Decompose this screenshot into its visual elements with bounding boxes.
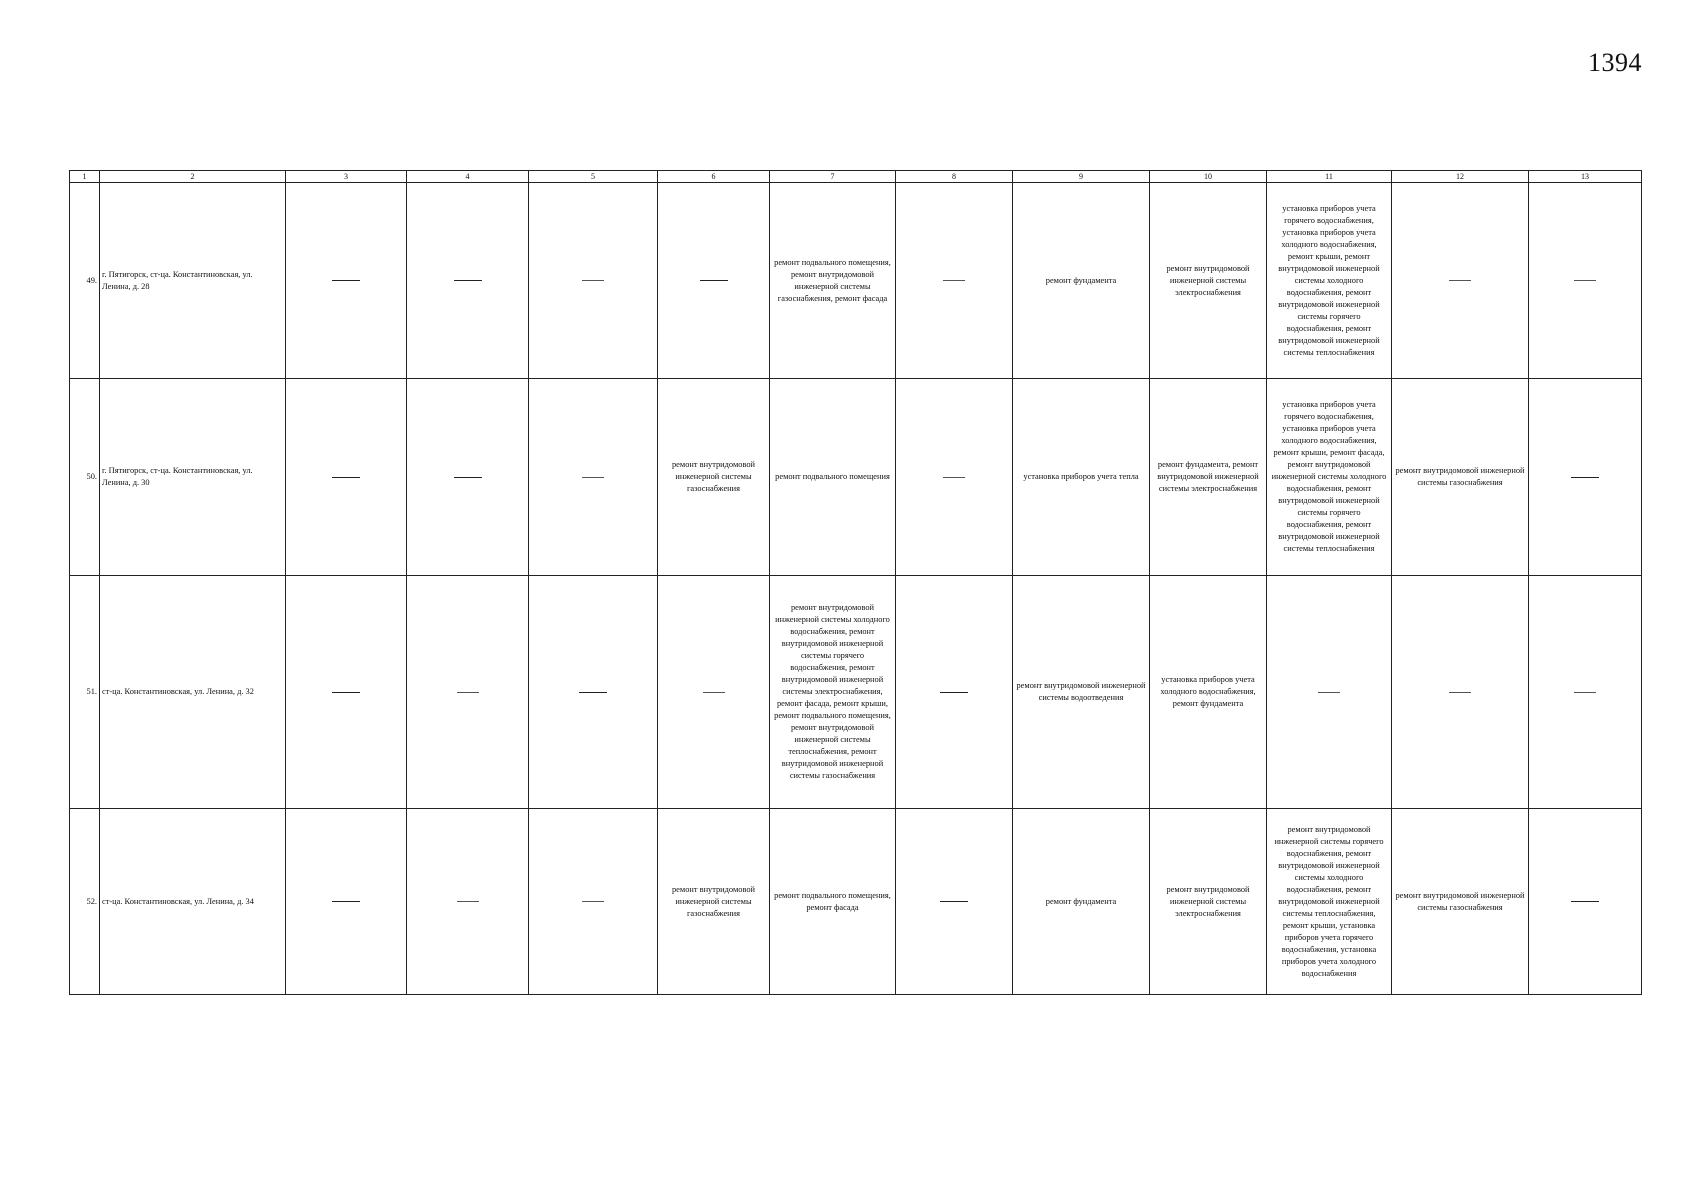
column-number: 5 (529, 171, 658, 183)
works-cell: ремонт внутридомовой инженерной системы холодного водоснабжения, ремонт внутридомовой инженерной системы горячего водоснабжения, ремонт внутридомовой инженерной системы электроснабжения, ремонт фасада, ремонт крыши, ремонт подвального помещения, ремонт внутридомовой инженерной системы теплоснабжения, ремонт внутридомовой инженерной системы газоснабжения (770, 576, 896, 809)
works-cell: ремонт внутридомовой инженерной системы водоотведения (1013, 576, 1150, 809)
dash-mark (582, 477, 604, 478)
column-number: 3 (286, 171, 407, 183)
column-number: 4 (407, 171, 529, 183)
works-cell: ремонт подвального помещения, ремонт фасада (770, 809, 896, 995)
dash-mark (454, 477, 482, 478)
dash-mark (332, 901, 360, 902)
dash-mark (1574, 280, 1596, 281)
empty-cell-dash (896, 183, 1013, 379)
empty-cell-dash (286, 183, 407, 379)
dash-mark (943, 477, 965, 478)
row-number: 52. (70, 809, 100, 995)
dash-mark (1571, 477, 1599, 478)
dash-mark (1449, 692, 1471, 693)
empty-cell-dash (407, 576, 529, 809)
dash-mark (579, 692, 607, 693)
dash-mark (332, 280, 360, 281)
table-row (70, 809, 1642, 995)
column-number-row (70, 171, 1642, 183)
empty-cell-dash (407, 809, 529, 995)
empty-cell-dash (1529, 809, 1642, 995)
empty-cell-dash (658, 183, 770, 379)
repair-schedule-table (69, 170, 1642, 995)
dash-mark (703, 692, 725, 693)
dash-mark (1318, 692, 1340, 693)
empty-cell-dash (286, 809, 407, 995)
column-number: 11 (1267, 171, 1392, 183)
dash-mark (700, 280, 728, 281)
address-cell: ст-ца. Константиновская, ул. Ленина, д. 34 (100, 809, 286, 995)
column-number: 2 (100, 171, 286, 183)
dash-mark (332, 692, 360, 693)
row-number: 49. (70, 183, 100, 379)
dash-mark (457, 692, 479, 693)
dash-mark (1449, 280, 1471, 281)
works-cell: ремонт фундамента (1013, 183, 1150, 379)
address-cell: г. Пятигорск, ст-ца. Константиновская, ул. Ленина, д. 30 (100, 379, 286, 576)
dash-mark (582, 901, 604, 902)
empty-cell-dash (286, 379, 407, 576)
table-row (70, 183, 1642, 379)
works-cell: ремонт внутридомовой инженерной системы газоснабжения (1392, 809, 1529, 995)
address-cell: ст-ца. Константиновская, ул. Ленина, д. 32 (100, 576, 286, 809)
address-cell: г. Пятигорск, ст-ца. Константиновская, ул. Ленина, д. 28 (100, 183, 286, 379)
page-number: 1394 (1588, 48, 1642, 77)
works-cell: установка приборов учета холодного водоснабжения, ремонт фундамента (1150, 576, 1267, 809)
empty-cell-dash (896, 576, 1013, 809)
empty-cell-dash (896, 379, 1013, 576)
empty-cell-dash (1392, 183, 1529, 379)
works-cell: ремонт внутридомовой инженерной системы газоснабжения (1392, 379, 1529, 576)
dash-mark (457, 901, 479, 902)
empty-cell-dash (1529, 576, 1642, 809)
empty-cell-dash (1529, 379, 1642, 576)
dash-mark (940, 692, 968, 693)
dash-mark (454, 280, 482, 281)
works-cell: ремонт внутридомовой инженерной системы электроснабжения (1150, 183, 1267, 379)
empty-cell-dash (896, 809, 1013, 995)
empty-cell-dash (407, 183, 529, 379)
dash-mark (332, 477, 360, 478)
column-number: 7 (770, 171, 896, 183)
empty-cell-dash (658, 576, 770, 809)
works-cell: ремонт подвального помещения (770, 379, 896, 576)
column-number: 8 (896, 171, 1013, 183)
column-number: 13 (1529, 171, 1642, 183)
column-number: 12 (1392, 171, 1529, 183)
empty-cell-dash (1529, 183, 1642, 379)
dash-mark (1574, 692, 1596, 693)
empty-cell-dash (286, 576, 407, 809)
column-number: 6 (658, 171, 770, 183)
works-cell: установка приборов учета горячего водоснабжения, установка приборов учета холодного водоснабжения, ремонт крыши, ремонт внутридомовой инженерной системы холодного водоснабжения, ремонт внутридомовой инженерной системы горячего водоснабжения, ремонт внутридомовой инженерной системы теплоснабжения (1267, 183, 1392, 379)
empty-cell-dash (529, 809, 658, 995)
works-cell: ремонт внутридомовой инженерной системы электроснабжения (1150, 809, 1267, 995)
column-number: 1 (70, 171, 100, 183)
table-row (70, 379, 1642, 576)
works-cell: ремонт фундамента (1013, 809, 1150, 995)
works-cell: установка приборов учета горячего водоснабжения, установка приборов учета холодного водоснабжения, ремонт крыши, ремонт фасада, ремонт внутридомовой инженерной системы холодного водоснабжения, ремонт внутридомовой инженерной системы горячего водоснабжения, ремонт внутридомовой инженерной системы теплоснабжения (1267, 379, 1392, 576)
table-row (70, 576, 1642, 809)
empty-cell-dash (529, 576, 658, 809)
empty-cell-dash (529, 379, 658, 576)
works-cell: ремонт подвального помещения, ремонт внутридомовой инженерной системы газоснабжения, ремонт фасада (770, 183, 896, 379)
works-cell: ремонт внутридомовой инженерной системы горячего водоснабжения, ремонт внутридомовой инженерной системы холодного водоснабжения, ремонт внутридомовой инженерной системы теплоснабжения, ремонт крыши, установка приборов учета горячего водоснабжения, установка приборов учета холодного водоснабжения (1267, 809, 1392, 995)
dash-mark (1571, 901, 1599, 902)
dash-mark (582, 280, 604, 281)
works-cell: ремонт фундамента, ремонт внутридомовой инженерной системы электроснабжения (1150, 379, 1267, 576)
empty-cell-dash (529, 183, 658, 379)
row-number: 50. (70, 379, 100, 576)
column-number: 10 (1150, 171, 1267, 183)
empty-cell-dash (1267, 576, 1392, 809)
empty-cell-dash (1392, 576, 1529, 809)
works-cell: ремонт внутридомовой инженерной системы газоснабжения (658, 809, 770, 995)
works-cell: ремонт внутридомовой инженерной системы газоснабжения (658, 379, 770, 576)
dash-mark (943, 280, 965, 281)
column-number: 9 (1013, 171, 1150, 183)
empty-cell-dash (407, 379, 529, 576)
dash-mark (940, 901, 968, 902)
works-cell: установка приборов учета тепла (1013, 379, 1150, 576)
row-number: 51. (70, 576, 100, 809)
